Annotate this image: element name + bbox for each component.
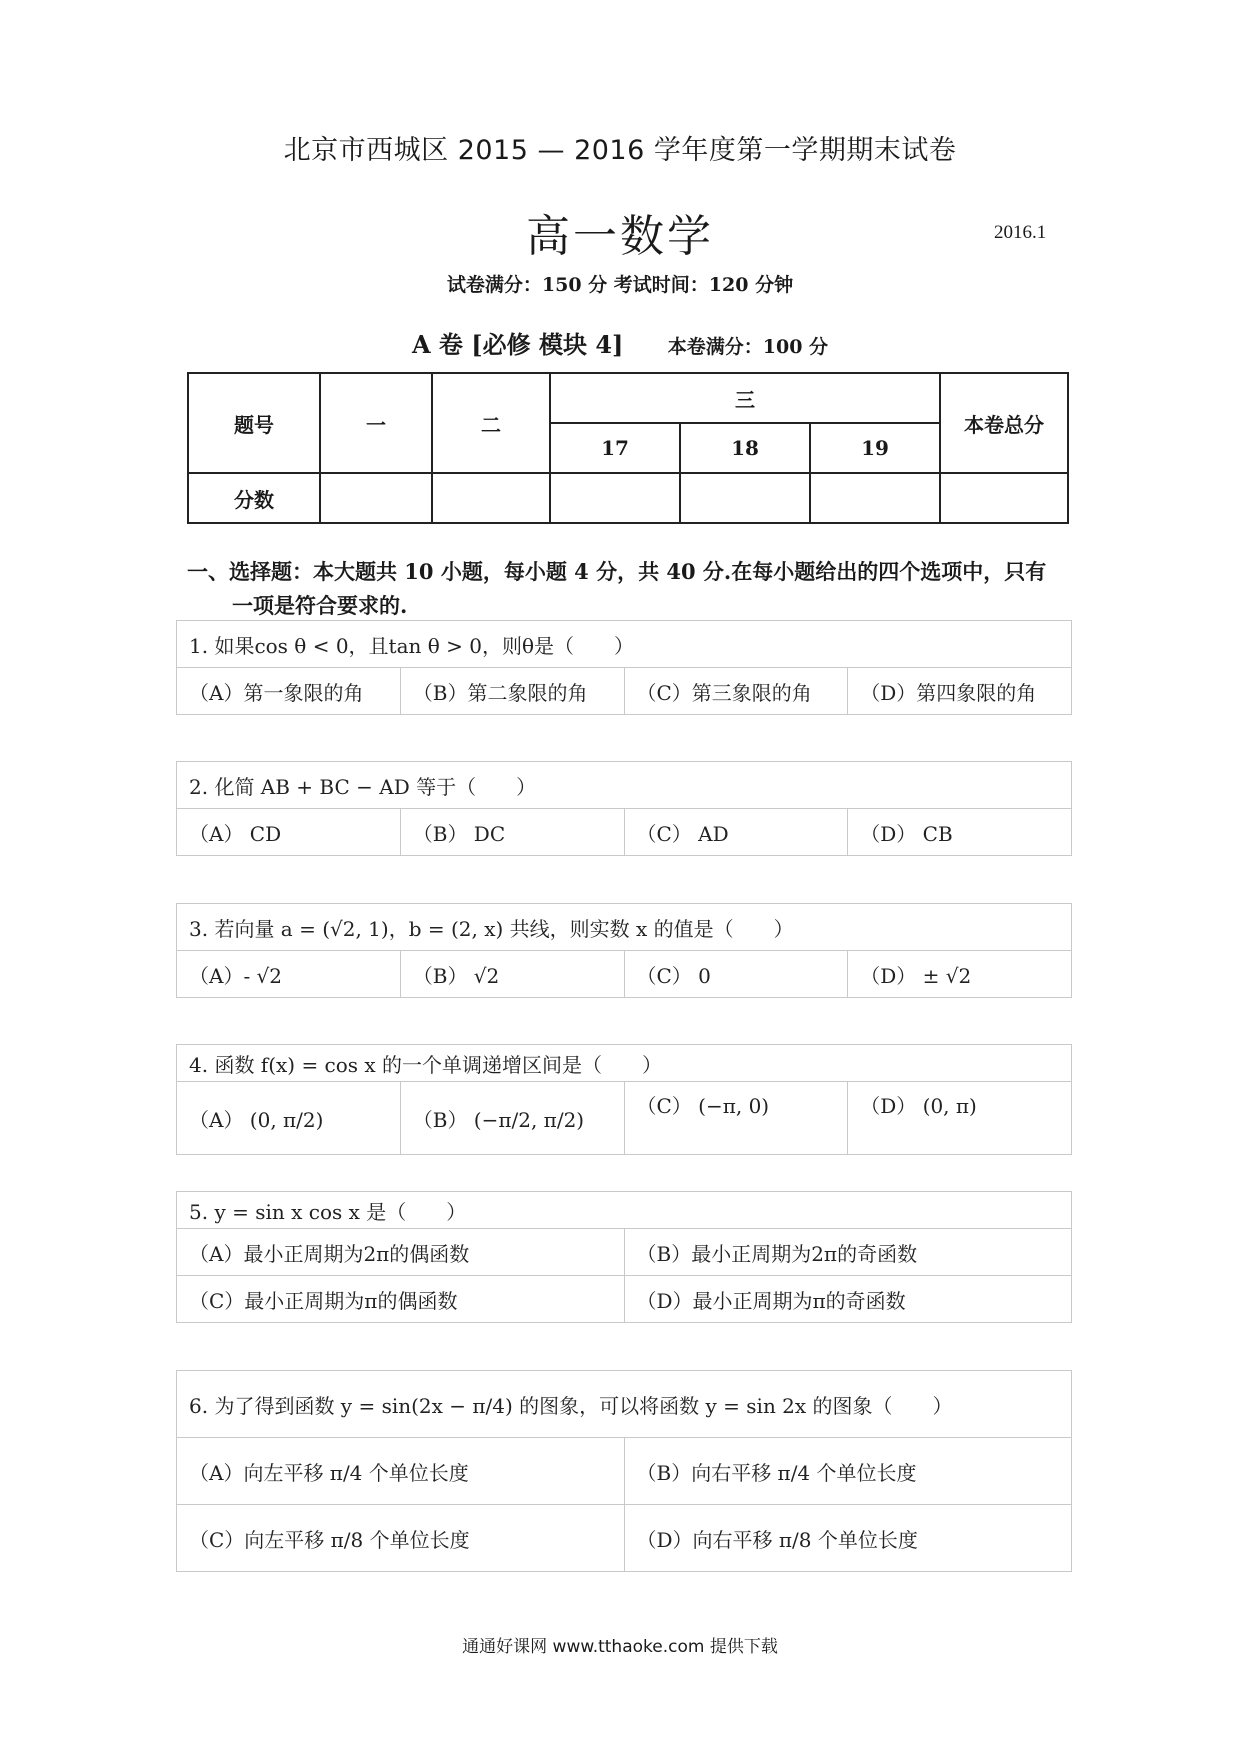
option-c: （C）第三象限的角 [624, 668, 848, 715]
sub-19-cell: 19 [810, 423, 940, 473]
question-stem: 5. y = sin x cos x 是（ ） [177, 1192, 1072, 1229]
question-stem: 2. 化简 AB + BC − AD 等于（ ） [177, 762, 1072, 809]
score-field-1 [320, 473, 432, 523]
score-field-total [940, 473, 1068, 523]
section-heading [187, 555, 1067, 623]
section-line-2: 一项是符合要求的. [232, 593, 408, 618]
option-c: （C）最小正周期为π的偶函数 [177, 1276, 625, 1323]
part-score: 本卷满分：100 分 [667, 336, 829, 358]
score-field-2 [432, 473, 550, 523]
question-2 [176, 761, 1072, 856]
option-b: （B） √2 [400, 951, 624, 998]
option-d: （D）最小正周期为π的奇函数 [624, 1276, 1072, 1323]
option-a: （A）第一象限的角 [177, 668, 401, 715]
question-3 [176, 903, 1072, 998]
option-c: （C） 0 [624, 951, 848, 998]
sub-17-cell: 17 [550, 423, 680, 473]
option-c: （C）向左平移 π/8 个单位长度 [177, 1505, 625, 1572]
question-stem: 4. 函数 f(x) = cos x 的一个单调递增区间是（ ） [177, 1045, 1072, 1082]
exam-info: 试卷满分：150 分 考试时间：120 分钟 [446, 274, 794, 296]
option-b: （B）最小正周期为2π的奇函数 [624, 1229, 1072, 1276]
col-3-cell: 三 [550, 373, 940, 423]
exam-date: 2016.1 [994, 222, 1047, 243]
option-c: （C） (−π, 0) [624, 1082, 848, 1155]
exam-title: 北京市西城区 2015 — 2016 学年度第一学期期末试卷 [283, 135, 957, 166]
option-a: （A）最小正周期为2π的偶函数 [177, 1229, 625, 1276]
score-field-18 [680, 473, 810, 523]
question-stem: 1. 如果cos θ < 0，且tan θ > 0，则θ是（ ） [177, 621, 1072, 668]
question-stem: 3. 若向量 a = (√2, 1)，b = (2, x) 共线，则实数 x 的值是（ ） [177, 904, 1072, 951]
question-5 [176, 1191, 1072, 1323]
option-b: （B）向右平移 π/4 个单位长度 [624, 1438, 1072, 1505]
col-label-cell: 题号 [188, 373, 320, 473]
option-d: （D） (0, π) [848, 1082, 1072, 1155]
score-field-17 [550, 473, 680, 523]
question-stem: 6. 为了得到函数 y = sin(2x − π/4) 的图象，可以将函数 y = sin 2x 的图象（ ） [177, 1371, 1072, 1438]
question-6 [176, 1370, 1072, 1572]
option-d: （D）向右平移 π/8 个单位长度 [624, 1505, 1072, 1572]
score-field-19 [810, 473, 940, 523]
option-b: （B） (−π/2, π/2) [400, 1082, 624, 1155]
question-1 [176, 620, 1072, 715]
option-a: （A）向左平移 π/4 个单位长度 [177, 1438, 625, 1505]
option-d: （D）第四象限的角 [848, 668, 1072, 715]
question-4 [176, 1044, 1072, 1155]
sub-18-cell: 18 [680, 423, 810, 473]
option-a: （A）- √2 [177, 951, 401, 998]
part-title: A 卷 [必修 模块 4] [411, 330, 624, 359]
option-d: （D） ± √2 [848, 951, 1072, 998]
score-row-label: 分数 [188, 473, 320, 523]
col-1-cell: 一 [320, 373, 432, 473]
option-b: （B）第二象限的角 [400, 668, 624, 715]
page-footer: 通通好课网 www.tthaoke.com 提供下载 [462, 1637, 778, 1657]
option-a: （A） (0, π/2) [177, 1082, 401, 1155]
total-cell: 本卷总分 [940, 373, 1068, 473]
option-c: （C） AD [624, 809, 848, 856]
option-d: （D） CB [848, 809, 1072, 856]
section-line-1: 一、选择题：本大题共 10 小题，每小题 4 分，共 40 分.在每小题给出的四个选项中，只有 [187, 559, 1047, 584]
subject-title: 高一数学 [526, 211, 714, 262]
option-b: （B） DC [400, 809, 624, 856]
col-2-cell: 二 [432, 373, 550, 473]
score-table [187, 372, 1069, 524]
option-a: （A） CD [177, 809, 401, 856]
part-heading [0, 325, 1240, 360]
